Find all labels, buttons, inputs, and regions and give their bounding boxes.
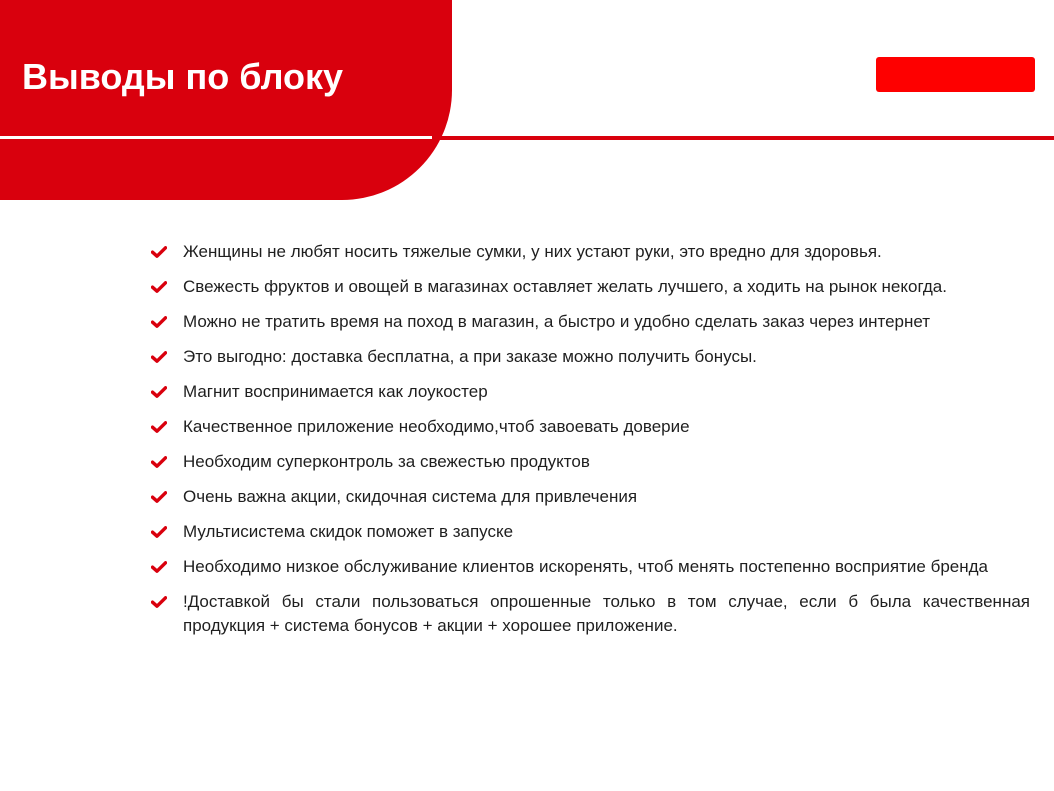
check-icon xyxy=(150,415,183,439)
check-icon xyxy=(150,240,183,264)
header-red-shape xyxy=(0,0,452,200)
list-item xyxy=(150,520,1030,544)
list-item xyxy=(150,240,1030,264)
check-icon xyxy=(150,380,183,404)
accent-bar xyxy=(876,57,1035,92)
list-item xyxy=(150,275,1030,299)
list-item-text: Качественное приложение необходимо,чтоб завоевать доверие xyxy=(183,417,690,436)
check-icon xyxy=(150,590,183,614)
conclusions-list xyxy=(150,240,1030,649)
list-item-text: Это выгодно: доставка бесплатна, а при заказе можно получить бонусы. xyxy=(183,347,757,366)
check-icon xyxy=(150,555,183,579)
check-icon xyxy=(150,520,183,544)
list-item xyxy=(150,310,1030,334)
list-item-text: Очень важна акции, скидочная система для привлечения xyxy=(183,487,638,506)
list-item xyxy=(150,485,1030,509)
check-icon xyxy=(150,345,183,369)
list-item xyxy=(150,415,1030,439)
list-item xyxy=(150,380,1030,404)
list-item-text: Мультисистема скидок поможет в запуске xyxy=(183,522,514,541)
list-item-text: Свежесть фруктов и овощей в магазинах оставляет желать лучшего, а ходить на рынок некогда. xyxy=(183,277,947,296)
list-item-text: !Доставкой бы стали пользоваться опрошенные только в том случае, если б была качественная продукция + система бонусов + акции + хорошее приложение. xyxy=(183,592,1030,635)
list-item-text: Необходимо низкое обслуживание клиентов искоренять, чтоб менять постепенно восприятие бренда xyxy=(183,557,988,576)
list-item xyxy=(150,450,1030,474)
check-icon xyxy=(150,310,183,334)
header-white-stripe xyxy=(0,136,436,139)
list-item xyxy=(150,555,1030,579)
check-icon xyxy=(150,485,183,509)
list-item-text: Необходим суперконтроль за свежестью продуктов xyxy=(183,452,590,471)
list-item-text: Можно не тратить время на поход в магазин, а быстро и удобно сделать заказ через интернет xyxy=(183,312,931,331)
list-item-text: Женщины не любят носить тяжелые сумки, у них устают руки, это вредно для здоровья. xyxy=(183,242,882,261)
slide-title: Выводы по блоку xyxy=(22,56,344,97)
list-item-text: Магнит воспринимается как лоукостер xyxy=(183,382,488,401)
check-icon xyxy=(150,450,183,474)
header-divider-line xyxy=(432,136,1054,140)
check-icon xyxy=(150,275,183,299)
list-item xyxy=(150,590,1030,638)
list-item xyxy=(150,345,1030,369)
